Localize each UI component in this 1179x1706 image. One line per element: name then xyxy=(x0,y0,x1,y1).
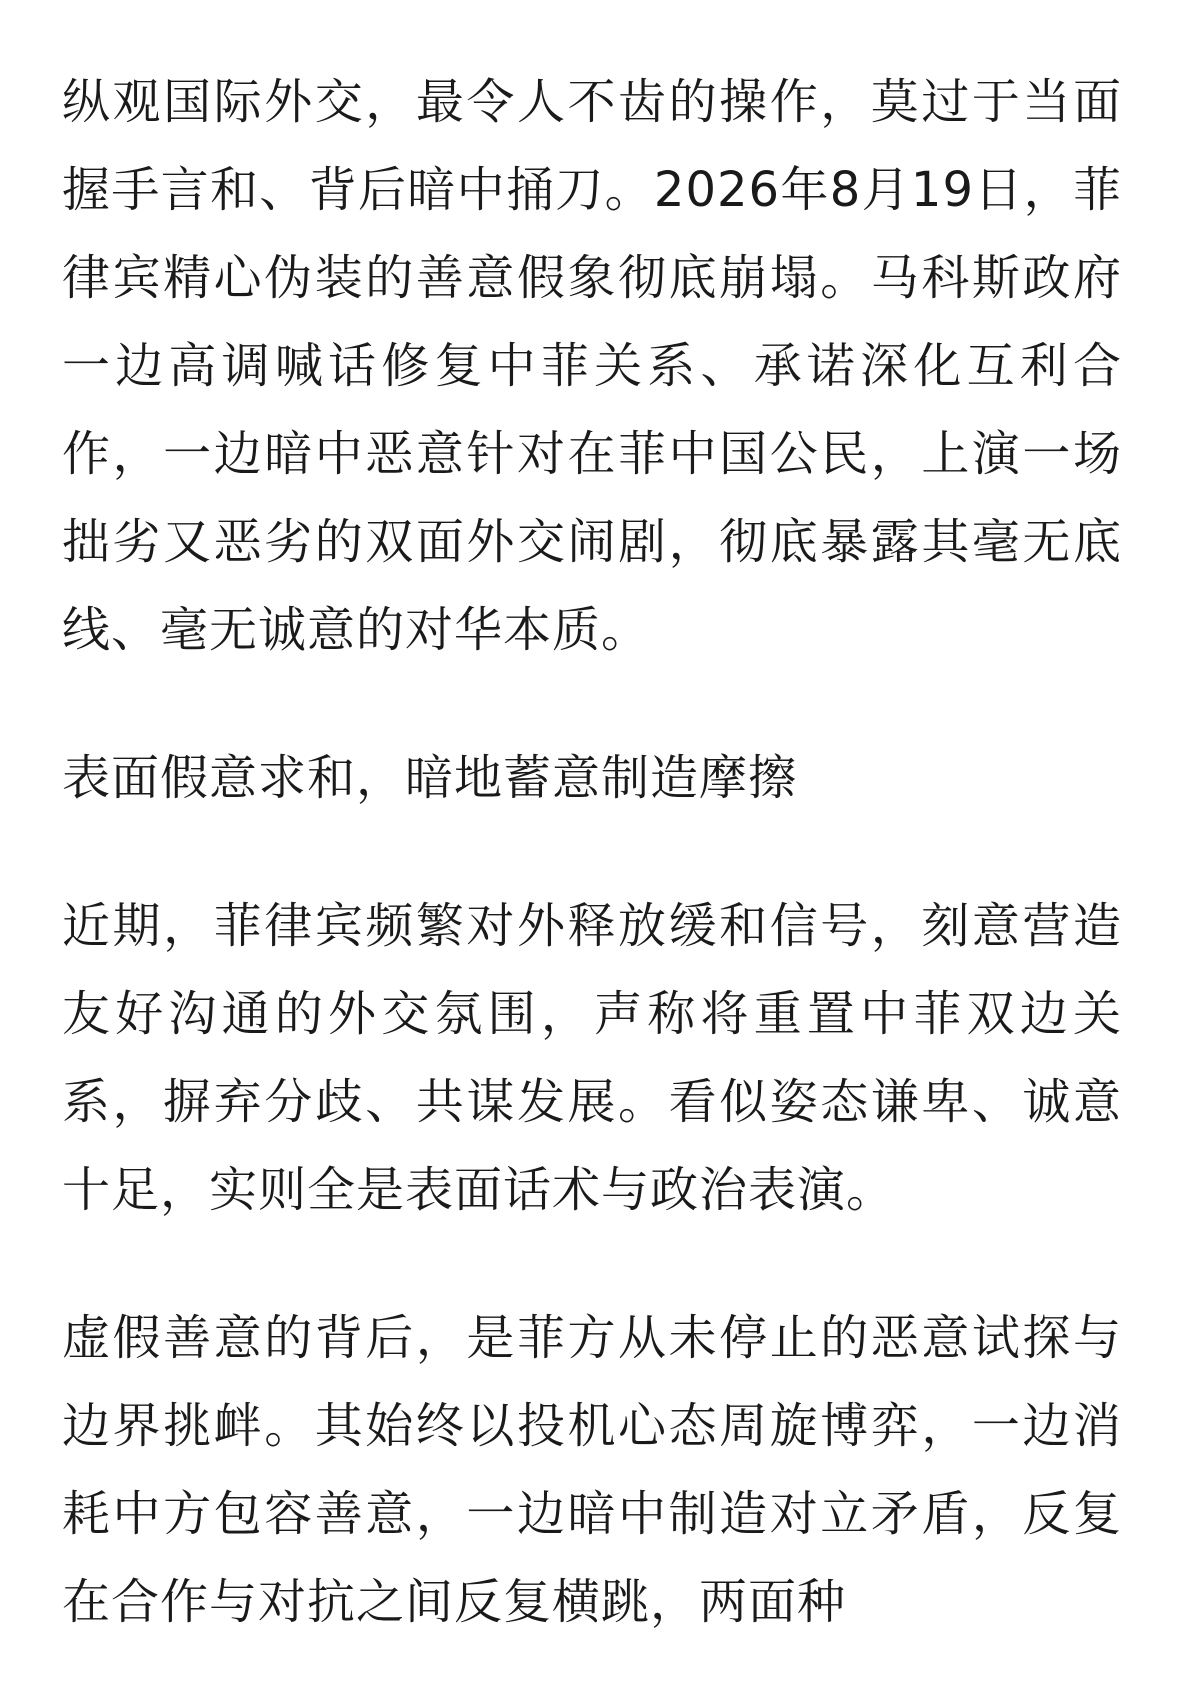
article-paragraph-3: 虚假善意的背后，是菲方从未停止的恶意试探与边界挑衅。其始终以投机心态周旋博弈，一边消耗中方包容善意，一边暗中制造对立矛盾，反复在合作与对抗之间反复横跳，两面种 xyxy=(62,1310,1122,1630)
article-subheading: 表面假意求和，暗地蓄意制造摩擦 xyxy=(62,750,798,806)
article-paragraph-2: 近期，菲律宾频繁对外释放缓和信号，刻意营造友好沟通的外交氛围，声称将重置中菲双边关系，摒弃分歧、共谋发展。看似姿态谦卑、诚意十足，实则全是表面话术与政治表演。 xyxy=(62,898,1122,1218)
article-paragraph-intro: 纵观国际外交，最令人不齿的操作，莫过于当面握手言和、背后暗中捅刀。2026年8月19日，菲律宾精心伪装的善意假象彻底崩塌。马科斯政府一边高调喊话修复中菲关系、承诺深化互利合作，一边暗中恶意针对在菲中国公民，上演一场拙劣又恶劣的双面外交闹剧，彻底暴露其毫无底线、毫无诚意的对华本质。 xyxy=(62,74,1122,658)
article-body xyxy=(62,58,1122,1706)
